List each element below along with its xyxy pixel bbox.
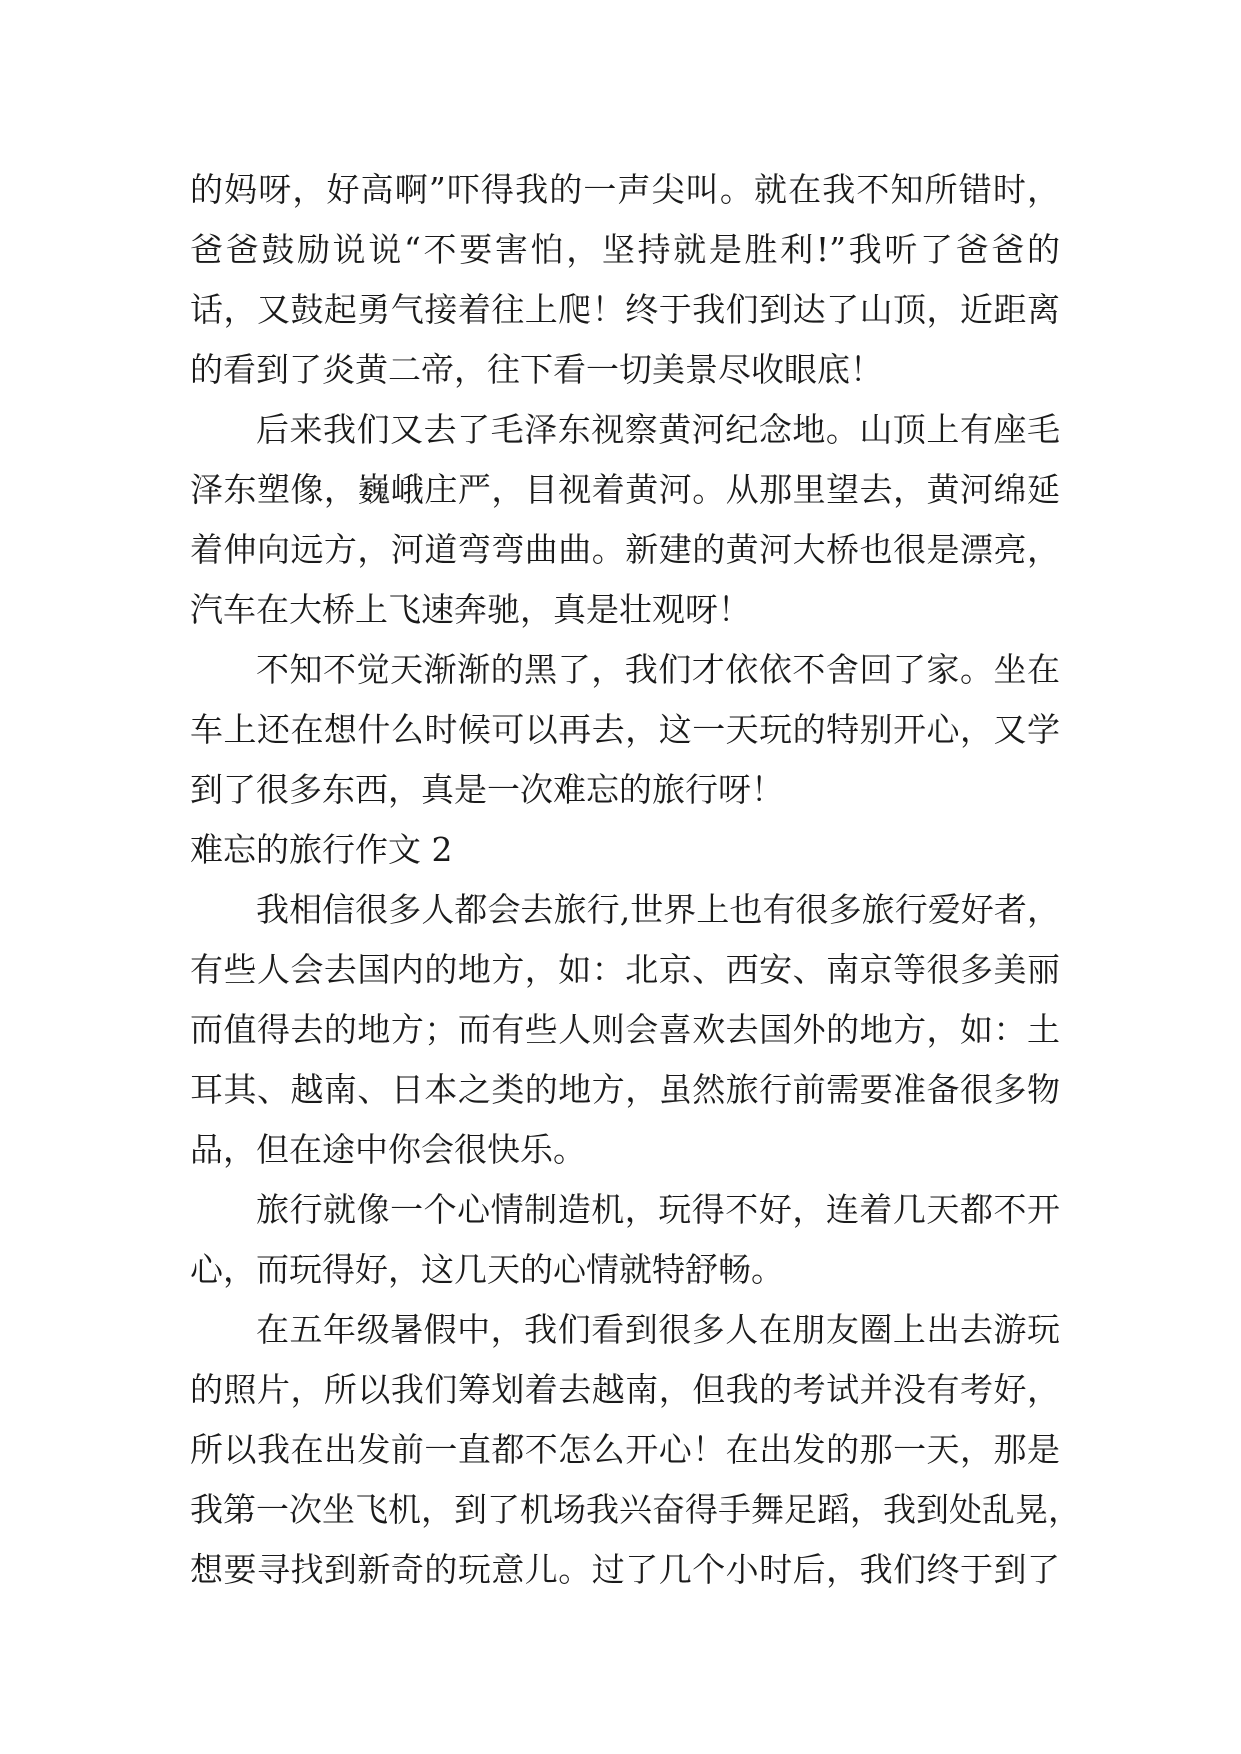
paragraph-first-line: 旅行就像一个心情制造机，玩得不好，连着几天都不开 xyxy=(256,1190,1060,1229)
text-line: 的看到了炎黄二帝，往下看一切美景尽收眼底！ xyxy=(190,350,883,389)
text-line: 我第一次坐飞机，到了机场我兴奋得手舞足蹈，我到处乱晃， xyxy=(190,1490,1081,1529)
text-line: 到了很多东西，真是一次难忘的旅行呀！ xyxy=(190,770,784,809)
paragraph-first-line: 后来我们又去了毛泽东视察黄河纪念地。山顶上有座毛 xyxy=(256,410,1060,449)
text-line: 泽东塑像，巍峨庄严，目视着黄河。从那里望去，黄河绵延 xyxy=(190,470,1060,509)
text-line: 想要寻找到新奇的玩意儿。过了几个小时后，我们终于到了 xyxy=(190,1550,1060,1589)
text-line: 车上还在想什么时候可以再去，这一天玩的特别开心，又学 xyxy=(190,710,1060,749)
text-line: 品，但在途中你会很快乐。 xyxy=(190,1130,586,1169)
text-line: 而值得去的地方；而有些人则会喜欢去国外的地方，如：土 xyxy=(190,1010,1060,1049)
text-line: 的妈呀，好高啊”吓得我的一声尖叫。就在我不知所错时， xyxy=(190,170,1060,209)
text-line: 心，而玩得好，这几天的心情就特舒畅。 xyxy=(190,1250,784,1289)
section-heading: 难忘的旅行作文 2 xyxy=(190,830,453,869)
text-line: 所以我在出发前一直都不怎么开心！在出发的那一天，那是 xyxy=(190,1430,1060,1469)
text-line: 着伸向远方，河道弯弯曲曲。新建的黄河大桥也很是漂亮， xyxy=(190,530,1060,569)
text-line: 爸爸鼓励说说“不要害怕，坚持就是胜利!”我听了爸爸的 xyxy=(190,230,1060,269)
text-line: 的照片，所以我们筹划着去越南，但我的考试并没有考好， xyxy=(190,1370,1060,1409)
text-line: 有些人会去国内的地方，如：北京、西安、南京等很多美丽 xyxy=(190,950,1060,989)
paragraph-first-line: 在五年级暑假中，我们看到很多人在朋友圈上出去游玩 xyxy=(256,1310,1060,1349)
paragraph-first-line: 不知不觉天渐渐的黑了，我们才依依不舍回了家。坐在 xyxy=(256,650,1060,689)
text-line: 汽车在大桥上飞速奔驰，真是壮观呀！ xyxy=(190,590,751,629)
paragraph-first-line: 我相信很多人都会去旅行,世界上也有很多旅行爱好者， xyxy=(256,890,1060,929)
text-line: 话，又鼓起勇气接着往上爬！终于我们到达了山顶，近距离 xyxy=(190,290,1060,329)
text-line: 耳其、越南、日本之类的地方，虽然旅行前需要准备很多物 xyxy=(190,1070,1060,1109)
document-body xyxy=(190,160,1081,1600)
